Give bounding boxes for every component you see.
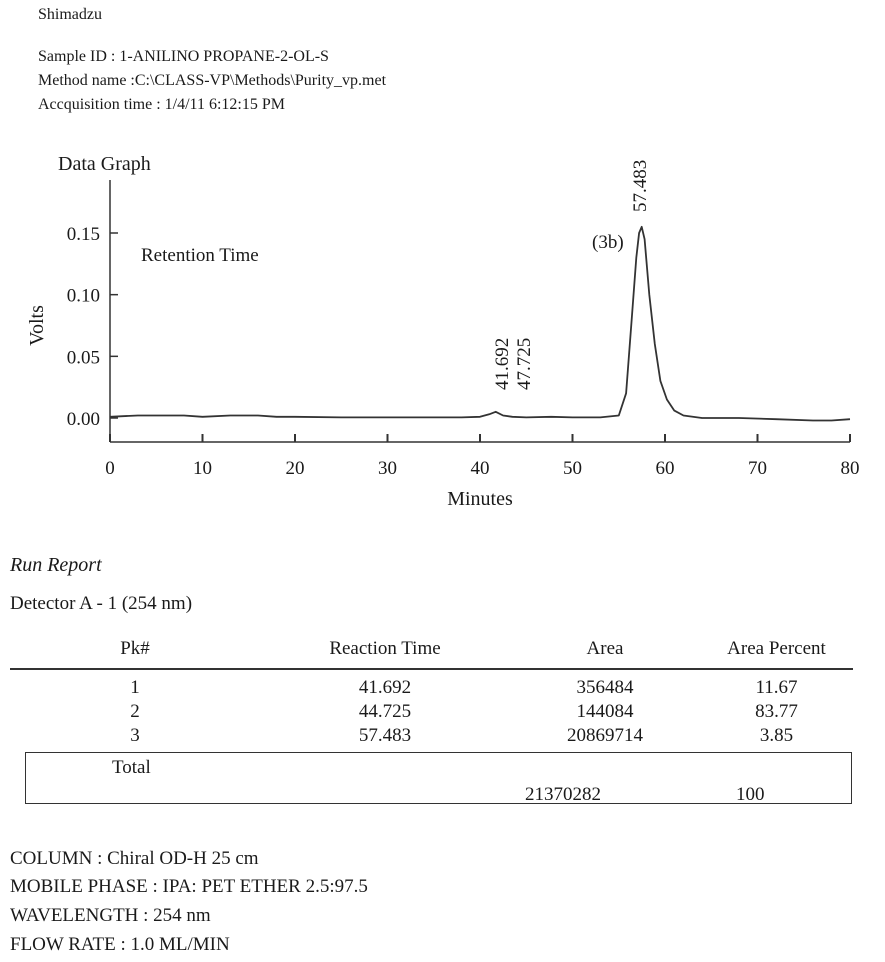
column-header-reaction-time: Reaction Time xyxy=(260,630,510,669)
condition-flow-rate: FLOW RATE : 1.0 ML/MIN xyxy=(10,934,230,955)
chart-subtitle: Retention Time xyxy=(141,245,259,266)
table-row xyxy=(10,676,853,700)
sample-id: Sample ID : 1-ANILINO PROPANE-2-OL-S xyxy=(38,48,329,65)
total-area: 21370282 xyxy=(525,784,601,805)
x-tick-label: 60 xyxy=(655,458,675,479)
x-tick-label: 40 xyxy=(470,458,490,479)
chart-title: Data Graph xyxy=(58,153,151,175)
cell-area: 144084 xyxy=(576,701,634,722)
acquisition-time: Accquisition time : 1/4/11 6:12:15 PM xyxy=(38,96,285,113)
table-row xyxy=(10,700,853,724)
total-percent: 100 xyxy=(736,784,765,805)
cell-area-percent: 11.67 xyxy=(755,677,798,698)
y-axis-label: Volts xyxy=(26,305,48,346)
x-tick-label: 0 xyxy=(105,458,115,479)
cell-area: 20869714 xyxy=(567,725,643,746)
cell-reaction-time: 41.692 xyxy=(358,677,412,698)
cell-pk: 2 xyxy=(130,701,140,722)
cell-pk: 1 xyxy=(130,677,140,698)
y-tick-label: 0.05 xyxy=(66,347,100,369)
x-tick-label: 20 xyxy=(285,458,305,479)
y-tick-label: 0.10 xyxy=(66,285,100,307)
chromatogram-chart xyxy=(0,140,885,515)
x-tick-label: 30 xyxy=(378,458,397,479)
column-header-pk: Pk# xyxy=(10,630,260,669)
column-header-area-percent: Area Percent xyxy=(700,630,853,669)
detector-label: Detector A - 1 (254 nm) xyxy=(10,593,193,614)
cell-reaction-time: 44.725 xyxy=(358,701,412,722)
column-header-area: Area xyxy=(510,630,700,669)
x-tick-label: 80 xyxy=(840,458,860,479)
run-report-table xyxy=(10,630,853,748)
brand-name: Shimadzu xyxy=(38,6,102,23)
peak-label-41692: 41.692 xyxy=(492,337,513,390)
cell-pk: 3 xyxy=(130,725,140,746)
x-axis-label: Minutes xyxy=(447,488,513,510)
cell-area-percent: 83.77 xyxy=(755,701,798,722)
x-tick-label: 10 xyxy=(193,458,212,479)
y-tick-label: 0.15 xyxy=(66,224,100,245)
condition-column: COLUMN : Chiral OD-H 25 cm xyxy=(10,848,259,869)
peak-label-3b: (3b) xyxy=(592,232,624,253)
x-tick-label: 50 xyxy=(563,458,582,479)
table-row xyxy=(10,724,853,748)
total-label: Total xyxy=(112,757,151,778)
x-tick-label: 70 xyxy=(748,458,767,479)
run-report-title: Run Report xyxy=(10,554,102,576)
y-tick-label: 0.00 xyxy=(66,409,100,430)
method-name: Method name :C:\CLASS-VP\Methods\Purity_vp.met xyxy=(38,72,387,89)
peak-label-57483: 57.483 xyxy=(630,159,651,212)
condition-wavelength: WAVELENGTH : 254 nm xyxy=(10,905,211,926)
table-header-row xyxy=(10,630,853,669)
peak-label-47725: 47.725 xyxy=(514,337,535,390)
condition-mobile-phase: MOBILE PHASE : IPA: PET ETHER 2.5:97.5 xyxy=(10,876,368,897)
cell-area-percent: 3.85 xyxy=(759,725,794,746)
cell-reaction-time: 57.483 xyxy=(358,725,412,746)
cell-area: 356484 xyxy=(576,677,634,698)
